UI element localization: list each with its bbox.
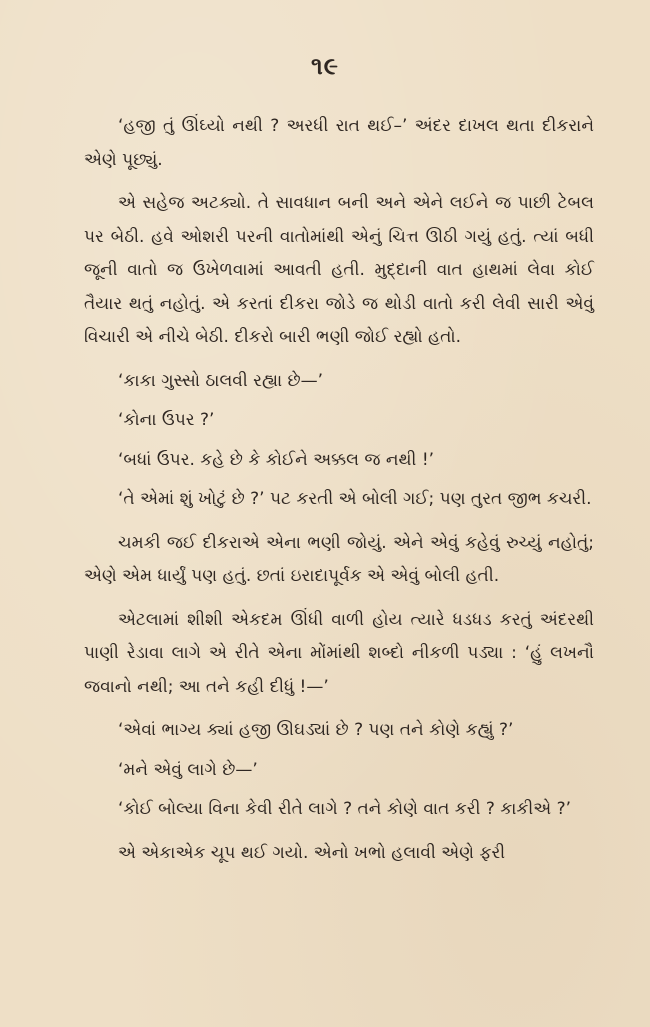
paragraph-10: ‘મને એવું લાગે છે—’ (118, 759, 258, 780)
body-text (84, 110, 594, 880)
paragraph-9: ‘એવાં ભાગ્ય ક્યાં હજી ઊઘડ્યાં છે ? પણ તને કોણે કહ્યું ?’ (118, 720, 514, 740)
paragraph-1: ‘હજી તું ઊંઘ્યો નથી ? અરધી રાત થઈ–’ અંદર દાખલ થતા દીકરાને એણે પૂછ્યું. (84, 116, 594, 170)
paragraph-7: ચમકી જઈ દીકરાએ એના ભણી જોયું. એને એવું કહેવું રુચ્યું નહોતું; એણે એમ ધાર્યું પણ હતું. છતાં ઇરાદાપૂર્વક એ એવું બોલી હતી. (84, 532, 594, 586)
paragraph-4: ‘કોના ઉપર ?’ (118, 410, 215, 430)
paragraph-11: ‘કોઈ બોલ્યા વિના કેવી રીતે લાગે ? તને કોણે વાત કરી ? કાકીએ ?’ (118, 799, 572, 819)
paragraph-5: ‘બધાં ઉપર. કહે છે કે કોઈને અક્કલ જ નથી !’ (118, 449, 435, 470)
page-number: ૧૯ (311, 52, 339, 80)
paragraph-8: એટલામાં શીશી એકદમ ઊંધી વાળી હોય ત્યારે ધડધડ કરતું અંદરથી પાણી રેડાવા લાગે એ રીતે એના મોંમાંથી શબ્દો નીકળી પડ્યા : ‘હું લખનૌ જવાનો નથી; આ તને કહી દીધું !—’ (84, 609, 594, 697)
paragraph-12: એ એકાએક ચૂપ થઈ ગયો. એનો ખભો હલાવી એણે ફરી (118, 842, 506, 863)
paragraph-2: એ સહેજ અટક્યો. તે સાવધાન બની અને એને લઈને જ પાછી ટેબલ પર બેઠી. હવે ઓશરી પરની વાતોમાંથી એનું ચિત્ત ઊઠી ગયું હતું. ત્યાં બધી જૂની વાતો જ ઉખેળવામાં આવતી હતી. મુદ્દાની વાત હાથમાં લેવા કોઈ તૈયાર થતું નહોતું. એ કરતાં દીકરા જોડે જ થોડી વાતો કરી લેવી સારી એવું વિચારી એ નીચે બેઠી. દીકરો બારી ભણી જોઈ રહ્યો હતો. (84, 193, 594, 347)
paragraph-3: ‘કાકા ગુસ્સો ઠાલવી રહ્યા છે—’ (118, 370, 324, 391)
paragraph-6: ‘તે એમાં શું ખોટું છે ?’ પટ કરતી એ બોલી ગઈ; પણ તુરત જીભ કચરી. (118, 489, 592, 509)
